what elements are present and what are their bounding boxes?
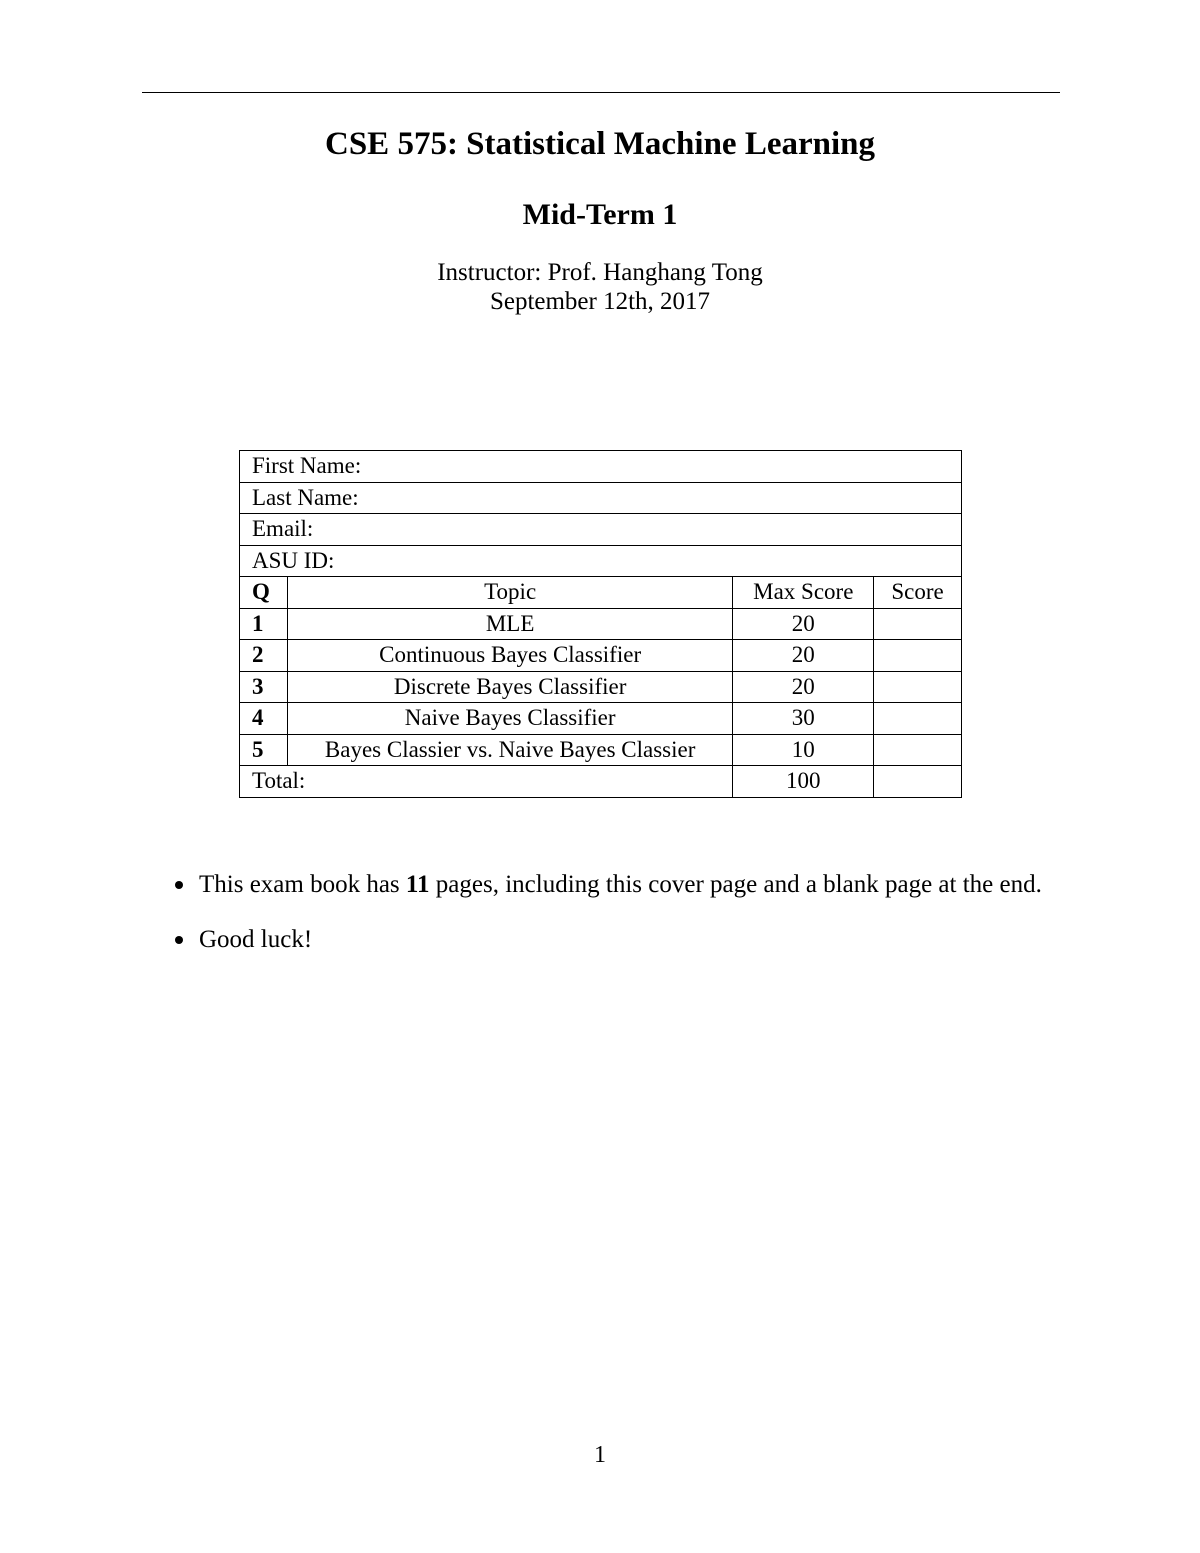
top-horizontal-rule — [142, 92, 1060, 93]
question-max-score: 20 — [733, 640, 874, 672]
note-text-end: pages, including this cover page and a blank page at the end. — [429, 871, 1042, 898]
email-row — [240, 514, 962, 546]
question-number: 3 — [240, 671, 288, 703]
page-number: 1 — [594, 1442, 606, 1468]
question-number: 2 — [240, 640, 288, 672]
question-topic: Continuous Bayes Classifier — [287, 640, 733, 672]
question-score-cell[interactable] — [874, 734, 962, 766]
note-text-start: This exam book has — [199, 871, 406, 898]
exam-title: Mid-Term 1 — [522, 198, 678, 231]
good-luck-text: Good luck! — [199, 926, 313, 953]
total-max-score: 100 — [733, 766, 874, 798]
asu-id-row — [240, 545, 962, 577]
table-header-row — [240, 577, 962, 609]
course-title: CSE 575: Statistical Machine Learning — [325, 126, 875, 162]
question-max-score: 20 — [733, 608, 874, 640]
first-name-field[interactable]: First Name: — [240, 451, 962, 483]
total-label: Total: — [240, 766, 733, 798]
question-topic: Bayes Classier vs. Naive Bayes Classier — [287, 734, 733, 766]
list-item — [173, 923, 1063, 956]
last-name-row — [240, 482, 962, 514]
table-row — [240, 671, 962, 703]
header-topic: Topic — [287, 577, 733, 609]
question-topic: Naive Bayes Classifier — [287, 703, 733, 735]
header-score: Score — [874, 577, 962, 609]
list-item — [173, 868, 1063, 901]
question-max-score: 10 — [733, 734, 874, 766]
exam-notes-list — [173, 868, 1063, 978]
question-number: 4 — [240, 703, 288, 735]
first-name-row — [240, 451, 962, 483]
email-field[interactable]: Email: — [240, 514, 962, 546]
question-score-cell[interactable] — [874, 640, 962, 672]
asu-id-field[interactable]: ASU ID: — [240, 545, 962, 577]
exam-cover-table — [239, 450, 962, 798]
page-count: 11 — [405, 871, 430, 898]
table-row — [240, 734, 962, 766]
question-max-score: 30 — [733, 703, 874, 735]
question-score-cell[interactable] — [874, 703, 962, 735]
total-score-cell[interactable] — [874, 766, 962, 798]
table-row — [240, 703, 962, 735]
question-max-score: 20 — [733, 671, 874, 703]
bullet-icon — [175, 936, 183, 944]
last-name-field[interactable]: Last Name: — [240, 482, 962, 514]
table-row — [240, 608, 962, 640]
question-score-cell[interactable] — [874, 608, 962, 640]
question-topic: Discrete Bayes Classifier — [287, 671, 733, 703]
question-topic: MLE — [287, 608, 733, 640]
question-number: 1 — [240, 608, 288, 640]
question-number: 5 — [240, 734, 288, 766]
header-q: Q — [240, 577, 288, 609]
header-max-score: Max Score — [733, 577, 874, 609]
bullet-icon — [175, 881, 183, 889]
question-score-cell[interactable] — [874, 671, 962, 703]
total-row — [240, 766, 962, 798]
exam-date: September 12th, 2017 — [489, 288, 711, 315]
instructor-line: Instructor: Prof. Hanghang Tong — [437, 259, 763, 286]
table-row — [240, 640, 962, 672]
